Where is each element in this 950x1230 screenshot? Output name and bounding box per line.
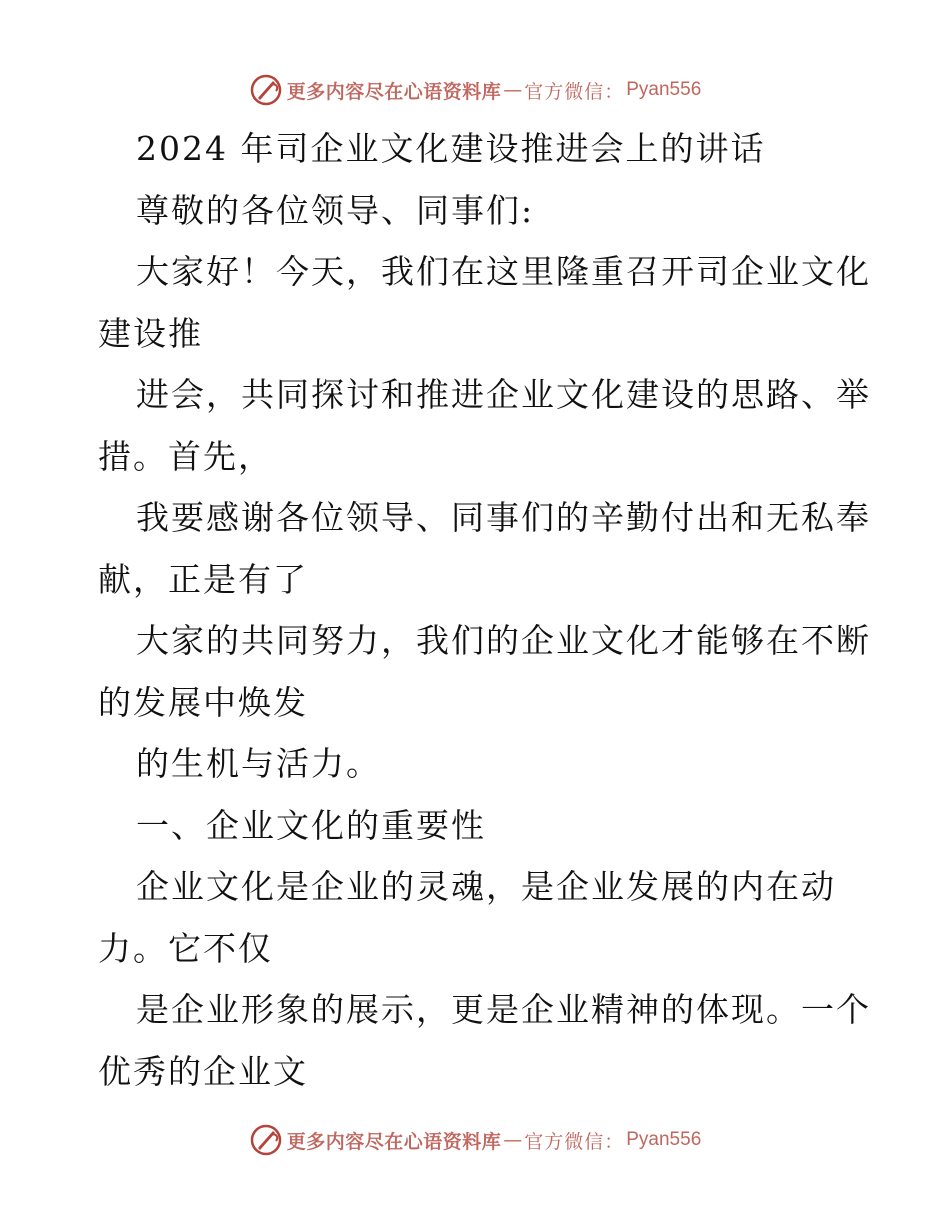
watermark-separator: — (503, 79, 523, 101)
paragraph-line: 献，正是有了 (98, 559, 308, 599)
paragraph-line: 建设推 (98, 313, 203, 353)
paragraph-line: 企业文化是企业的灵魂，是企业发展的内在动 (136, 867, 836, 906)
watermark-separator: — (503, 1129, 523, 1151)
paragraph-line: 的发展中焕发 (98, 682, 308, 722)
paragraph-line: 力。它不仅 (98, 928, 273, 968)
paragraph (98, 610, 871, 733)
paragraph-line: 大家好！今天，我们在这里隆重召开司企业文化 (136, 252, 871, 291)
paragraph (98, 979, 871, 1102)
document-body (98, 118, 871, 1102)
paragraph-line: 一、企业文化的重要性 (136, 805, 486, 845)
paragraph (98, 180, 854, 242)
watermark-wechat-id: Pyan556 (626, 79, 702, 100)
watermark-label: 官方微信： (524, 1130, 625, 1153)
header-watermark (0, 70, 950, 110)
paragraph-line: 优秀的企业文 (98, 1051, 308, 1091)
paragraph (98, 241, 871, 364)
quill-pen-logo-icon (249, 73, 283, 107)
paragraph (98, 364, 871, 487)
paragraph-line: 的生机与活力。 (136, 744, 381, 783)
paragraph-line: 进会，共同探讨和推进企业文化建设的思路、举 (136, 375, 871, 414)
watermark-label: 官方微信： (524, 80, 625, 103)
paragraph-line: 我要感谢各位领导、同事们的辛勤付出和无私奉 (136, 498, 871, 537)
watermark-brand: 更多内容尽在心语资料库 (286, 1130, 502, 1153)
paragraph (98, 487, 871, 610)
watermark-brand: 更多内容尽在心语资料库 (286, 80, 502, 103)
footer-watermark (0, 1120, 950, 1160)
paragraph-line: 2024 年司企业文化建设推进会上的讲话 (136, 129, 766, 168)
paragraph-line: 尊敬的各位领导、同事们: (136, 190, 535, 230)
paragraph-line: 是企业形象的展示，更是企业精神的体现。一个 (136, 990, 871, 1029)
paragraph (98, 795, 854, 857)
paragraph (98, 118, 854, 180)
paragraph (98, 733, 854, 795)
paragraph-line: 大家的共同努力，我们的企业文化才能够在不断 (136, 621, 871, 660)
watermark-wechat-id: Pyan556 (626, 1129, 702, 1150)
paragraph-line: 措。首先， (98, 436, 273, 476)
paragraph (98, 856, 854, 979)
quill-pen-logo-icon (249, 1123, 283, 1157)
